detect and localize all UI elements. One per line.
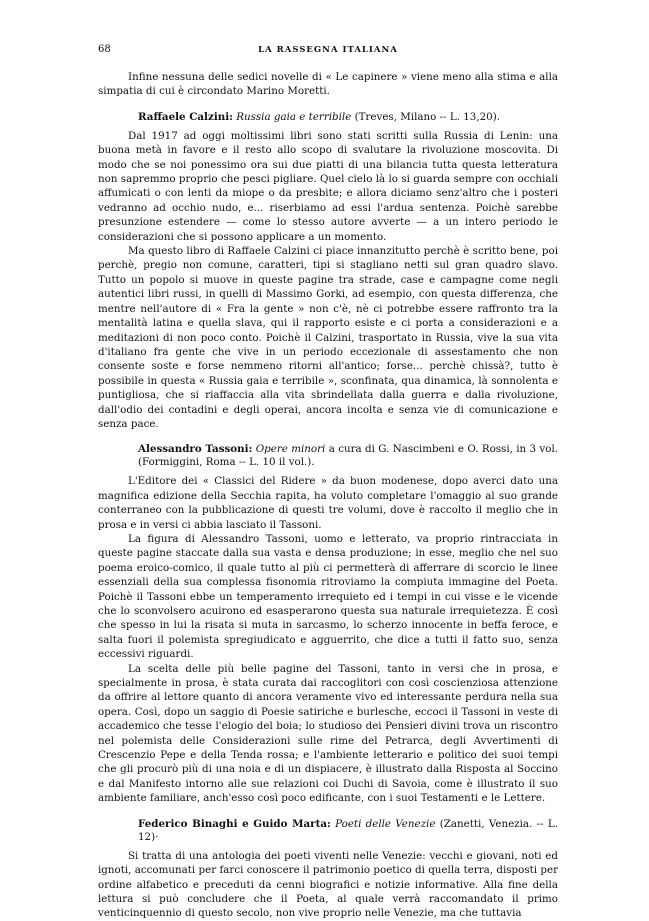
review-title: Russia gaia e terribile — [236, 110, 352, 123]
page-body — [98, 70, 558, 921]
intro-paragraph: Infine nessuna delle sedici novelle di « Le capinere » viene meno alla stima e alla simpatia di cui è circondato Marino Moretti. — [98, 71, 558, 98]
review-title: Opere minori — [255, 443, 326, 456]
review-paragraph: Ma questo libro di Raffaele Calzini ci piace innanzitutto perchè è scritto bene, poi perchè, pregio non comune, caratteri, tipi si stagliano netti sul gran quadro slavo. Tutto un popolo si muove in queste pagine tra strade, case e campagne come negli autentici libri russi, in quelli di Massimo Gorki, ad esempio, con questa differenza, che mentre nell'autore di « Fra la gente » non c'è, nè ci potrebbe essere raffronto tra la mentalità latina e quella slava, qui il rapporto esiste e ci porta a considerazioni e a meditazioni di non poco conto. Poichè il Calzini, trasportato in Russia, vive la sua vita d'italiano fra gente che vive in un periodo eccezionale di assestamento che non consente soste e forse nemmeno ritorni all'antico; forse... perchè chissà?, tutto è possibile in questa « Russia gaia e terribile », sconfinata, qua dinamica, là sonnolenta e puntigliosa, che si riaffaccia alla vita sbrindellata dalla guerra e dalla rivoluzione, dall'odio dei contadini e degli operai, ancora incolta e senza vie di comunicazione e senza pace. — [98, 245, 558, 430]
review-paragraph: La figura di Alessandro Tassoni, uomo e letterato, va proprio rintracciata in queste pagine staccate dalla sua vasta e densa produzione; in esse, meglio che nel suo poema eroico-comico, il quale tutto al più ci permetterà di afferrare di scorcio le linee essenziali della sua complessa fisonomia ritroviamo la compiuta immagine del Poeta. Poichè il Tassoni ebbe un temperamento irrequieto ed i tempi in cui visse e le vicende che lo sconvolsero acuirono ed esasperarono questa sua naturale irrequietezza. È così che spesso in lui la risata si muta in sarcasmo, lo scherzo innocente in beffa feroce, e salta fuori il polemista spregiudicato e agguerrito, che dice a tutti il fatto suo, senza eccessivi riguardi. — [98, 532, 558, 661]
page-header — [98, 44, 558, 58]
review-paragraph: L'Editore dei « Classici del Ridere » da buon modenese, dopo averci dato una magnifica edizione della Secchia rapita, ha voluto completare l'omaggio al suo grande conterraneo con la pubblicazione di questi tre volumi, dove è raccolto il meglio che in prosa e in versi ci abbia lasciato il Tassoni. — [98, 475, 558, 531]
review-publisher: (Zanetti, Venezia. -- L. 12)· — [138, 817, 558, 843]
review-author: Federico Binaghi e Guido Marta: — [138, 817, 331, 830]
review-heading — [98, 818, 558, 844]
review-publisher: (Treves, Milano -- L. 13,20). — [354, 110, 501, 123]
review-tassoni — [98, 443, 558, 805]
review-author: Raffaele Calzini: — [138, 110, 233, 123]
review-paragraph: Si tratta di una antologia dei poeti viventi nelle Venezie: vecchi e giovani, noti ed ignoti, accomunati per farci conoscere il patrimonio poetico di quella terra, disposti per ordine alfabetico e preceduti da cenni biografici e notizie informative. Alla fine della lettura si può concludere che il Poeta, al quale verrà raccomandato il primo venticinquennio di questo secolo, non vive proprio nelle Venezie, ma che tuttavia — [98, 849, 558, 920]
review-paragraph: Dal 1917 ad oggi moltissimi libri sono stati scritti sulla Russia di Lenin: una buona metà in favore e il resto allo scopo di svalutare la rivoluzione moscovita. Di modo che se noi ponessimo ora sui due piatti di una bilancia tutta questa letteratura non sapremmo proprio che pesci pigliare. Quel cielo là lo si guarda sempre con occhiali affumicati o con lenti da miope o da presbite; e allora diciamo senz'altro che i posteri vedranno ad occhio nudo, e... riserbiamo ad essi l'ardua sentenza. Poichè sarebbe presunzione estendere — come lo stesso autore avverte — a un intero periodo le considerazioni che si possono applicare a un momento. — [98, 129, 558, 243]
page-number: 68 — [98, 44, 111, 55]
review-author: Alessandro Tassoni: — [138, 443, 253, 456]
review-binaghi-marta — [98, 818, 558, 921]
review-paragraph: La scelta delle più belle pagine del Tassoni, tanto in versi che in prosa, e specialmente in prosa, è stata curata dai raccoglitori con così coscienziosa attenzione da offrire al lettore quanto di ancora veramente vivo ed interessante perdura nella sua opera. Così, dopo un saggio di Poesie satiriche e burlesche, eccoci il Tassoni in veste di accademico che tesse l'elogio del boia; lo studioso dei Pensieri divini trova un riscontro nel polemista delle Considerazioni sulle rime del Petrarca, degli Avvertimenti di Crescenzio Pepe e della Tenda rossa; e l'ambiente letterario e politico dei suoi tempi che gli procurò più di una noia e di un dispiacere, è illustrato dalla Risposta al Soccino e dal Manifesto intorno alle sue relazioni coi Duchi di Savoia, come è illustrato il suo ambiente familiare, anch'esso così poco edificante, con i suoi Testamenti e le Lettere. — [98, 662, 558, 805]
review-calzini — [98, 111, 558, 432]
review-heading — [98, 111, 558, 124]
review-publisher: a cura di G. Nascimbeni e O. Rossi, in 3 vol. (Formiggini, Roma -- L. 10 il vol.). — [138, 443, 559, 469]
review-heading — [98, 443, 558, 469]
running-head: LA RASSEGNA ITALIANA — [258, 45, 398, 55]
review-title: Poeti delle Venezie — [335, 817, 436, 830]
